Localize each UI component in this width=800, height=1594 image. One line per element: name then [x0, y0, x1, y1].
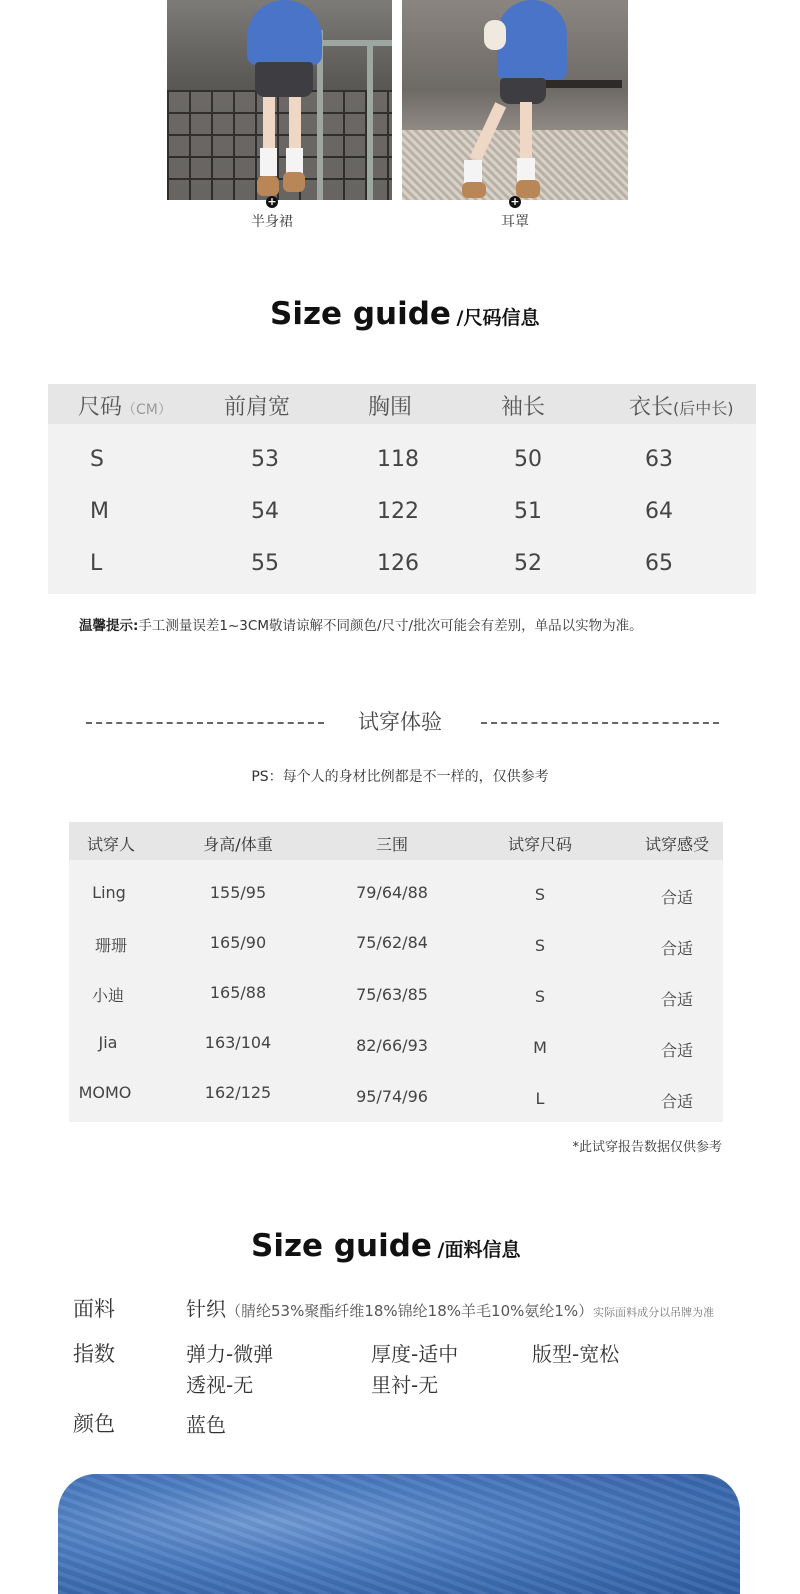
table — [542, 80, 622, 88]
trial-row-person: 珊珊 — [94, 936, 127, 955]
grey-skirt — [255, 62, 313, 97]
leg-right — [520, 102, 532, 162]
size-row-size: S — [90, 447, 104, 472]
boot-left — [257, 176, 279, 196]
leg-warmer-left — [260, 148, 277, 176]
material-label: 面料 — [73, 1297, 115, 1321]
size-guide-title-sub: /尺码信息 — [456, 307, 540, 329]
measurement-tip — [79, 614, 643, 634]
trial-row-size: L — [535, 1089, 545, 1108]
trial-header-height-weight: 身高/体重 — [203, 835, 273, 854]
floor-tiles — [167, 90, 392, 200]
trial-row-feel: 合适 — [660, 888, 693, 907]
trial-row-person: Jia — [98, 1033, 118, 1052]
plus-icon[interactable]: + — [267, 195, 277, 208]
size-row-chest: 126 — [377, 551, 419, 576]
trial-row-feel: 合适 — [660, 1092, 693, 1111]
boot-right — [283, 172, 305, 192]
trial-row-person: 小迪 — [91, 986, 124, 1005]
sleeve-header: 袖长 — [501, 395, 546, 420]
size-row-chest: 118 — [377, 447, 419, 472]
trial-header-size: 试穿尺码 — [507, 835, 572, 854]
material-value — [186, 1293, 714, 1322]
trial-row-measurements: 95/74/96 — [356, 1087, 428, 1106]
see-through-value: 透视-无 — [186, 1373, 254, 1397]
chest-header: 胸围 — [368, 395, 413, 420]
photo-caption-earmuff: 耳罩 — [501, 214, 529, 230]
fabric-texture — [58, 1474, 740, 1594]
trial-row-size: S — [534, 987, 546, 1006]
trial-row-size: S — [534, 936, 546, 955]
size-header-label: 尺码 — [78, 395, 123, 420]
tip-text: 手工测量误差1~3CM敬请谅解不同颜色/尺寸/批次可能会有差别，单品以实物为准。 — [138, 618, 643, 634]
trial-row-measurements: 75/63/85 — [356, 985, 428, 1004]
outfit-photo-earmuff — [402, 0, 628, 200]
trial-header-person: 试穿人 — [86, 835, 135, 854]
size-row-size: L — [90, 551, 103, 576]
index-label: 指数 — [73, 1342, 115, 1366]
trial-row-feel: 合适 — [660, 939, 693, 958]
length-header — [629, 390, 734, 421]
elastic-value: 弹力-微弹 — [186, 1342, 274, 1366]
trial-row-size: S — [534, 885, 546, 904]
divider-left — [86, 722, 324, 724]
lining-value: 里衬-无 — [371, 1373, 439, 1397]
material-main: 针织 — [186, 1297, 226, 1321]
length-header-note: (后中长) — [673, 399, 734, 418]
trial-row-height-weight: 155/95 — [209, 883, 267, 902]
fabric-guide-title-sub: /面料信息 — [437, 1239, 521, 1261]
trial-row-person: Ling — [92, 883, 126, 902]
trial-header-measurements: 三围 — [375, 835, 408, 854]
size-header-unit: （CM） — [122, 402, 172, 418]
white-bag — [484, 20, 506, 50]
tip-label: 温馨提示: — [79, 618, 139, 634]
color-value: 蓝色 — [186, 1413, 226, 1437]
trial-row-height-weight: 165/88 — [209, 983, 267, 1002]
size-header — [78, 390, 172, 421]
trial-row-size: M — [533, 1038, 547, 1057]
trial-footnote: *此试穿报告数据仅供参考 — [572, 1140, 722, 1155]
trial-row-person: MOMO — [78, 1083, 132, 1102]
grey-skirt — [500, 78, 546, 104]
fabric-guide-title — [251, 1228, 520, 1264]
blue-hoodie — [497, 0, 567, 80]
leg-right — [289, 97, 301, 152]
trial-row-height-weight: 165/90 — [209, 933, 267, 952]
fit-value: 版型-宽松 — [532, 1342, 620, 1366]
size-row-chest: 122 — [377, 499, 419, 524]
size-row-sleeve: 51 — [514, 499, 542, 524]
size-guide-title — [270, 296, 539, 332]
size-row-sleeve: 50 — [514, 447, 542, 472]
railing-bar — [317, 40, 392, 46]
material-detail: （腈纶53%聚酯纤维18%锦纶18%羊毛10%氨纶1%） — [226, 1302, 594, 1320]
trial-row-measurements: 75/62/84 — [356, 933, 428, 952]
size-row-shoulder: 55 — [251, 551, 279, 576]
photo-caption-skirt: 半身裙 — [251, 214, 293, 230]
trial-row-measurements: 82/66/93 — [356, 1036, 428, 1055]
thickness-value: 厚度-适中 — [371, 1342, 459, 1366]
size-row-length: 65 — [645, 551, 673, 576]
color-label: 颜色 — [73, 1412, 115, 1436]
size-row-length: 63 — [645, 447, 673, 472]
plus-icon[interactable]: + — [510, 195, 520, 208]
size-row-size: M — [90, 499, 109, 524]
trial-row-height-weight: 163/104 — [204, 1033, 272, 1052]
trial-header-feel: 试穿感受 — [644, 835, 709, 854]
trial-row-height-weight: 162/125 — [204, 1083, 272, 1102]
trial-ps-note: PS：每个人的身材比例都是不一样的，仅供参考 — [251, 769, 549, 785]
trial-row-feel: 合适 — [660, 990, 693, 1009]
size-row-length: 64 — [645, 499, 673, 524]
railing-post — [367, 40, 373, 200]
length-header-label: 衣长 — [629, 395, 674, 420]
blue-hoodie — [247, 0, 322, 65]
boot-left — [462, 182, 486, 198]
material-note: 实际面料成分以吊牌为准 — [593, 1306, 715, 1319]
trial-title: 试穿体验 — [358, 710, 442, 734]
size-row-shoulder: 53 — [251, 447, 279, 472]
size-guide-title-main: Size guide — [270, 296, 451, 332]
trial-row-measurements: 79/64/88 — [356, 883, 428, 902]
size-row-shoulder: 54 — [251, 499, 279, 524]
fabric-guide-title-main: Size guide — [251, 1228, 432, 1264]
gravel-ground — [402, 130, 628, 200]
leg-left — [263, 97, 275, 152]
outfit-photo-skirt — [167, 0, 392, 200]
trial-row-feel: 合适 — [660, 1041, 693, 1060]
fabric-swatch-image — [58, 1474, 740, 1594]
divider-right — [481, 722, 719, 724]
shoulder-header: 前肩宽 — [224, 395, 291, 420]
size-row-sleeve: 52 — [514, 551, 542, 576]
